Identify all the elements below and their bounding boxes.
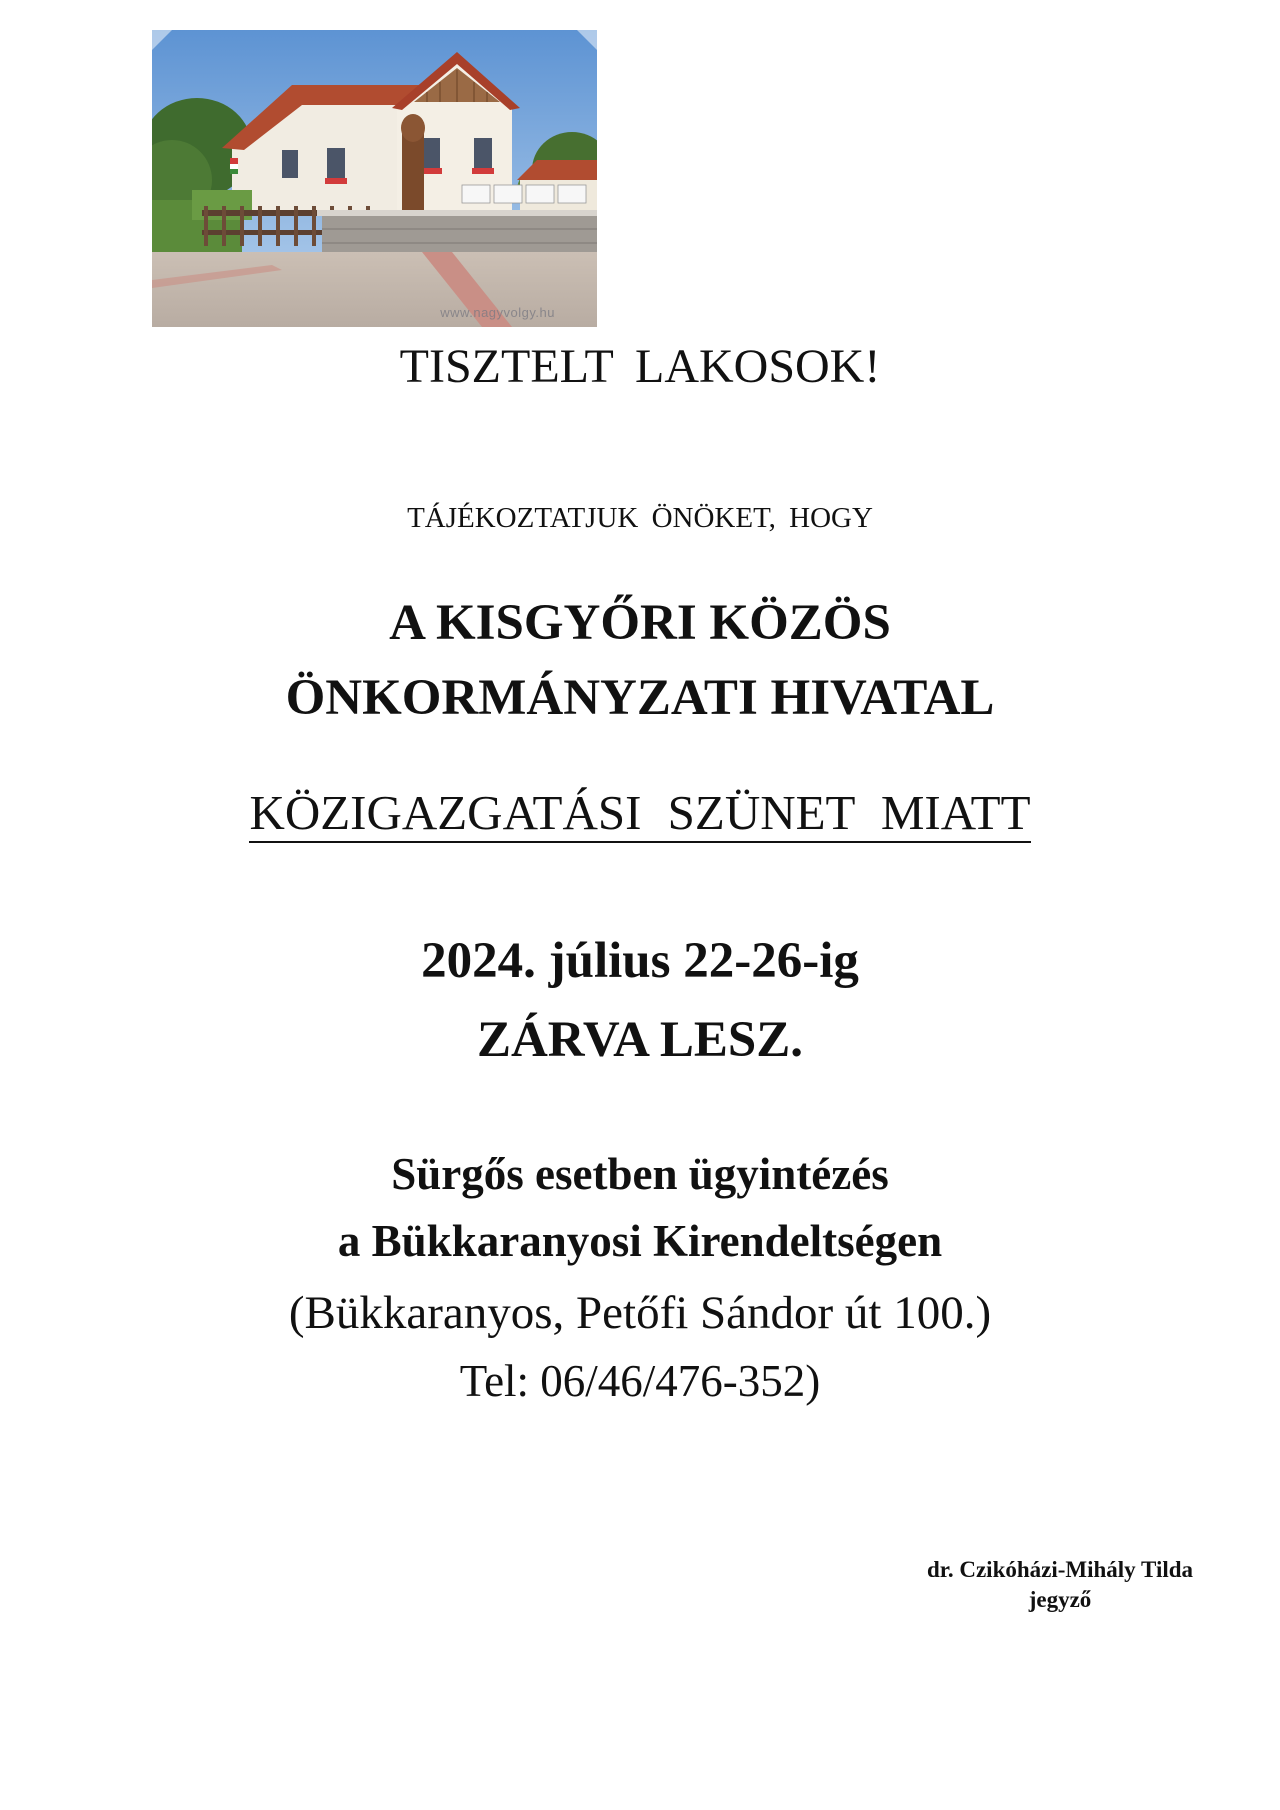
- urgent-notice-line-1: Sürgős esetben ügyintézés: [391, 1149, 889, 1199]
- branch-phone: Tel: 06/46/476-352): [459, 1356, 821, 1406]
- reason-container: [0, 785, 1280, 843]
- urgent-notice-line-2: a Bükkaranyosi Kirendeltségen: [337, 1216, 943, 1266]
- signature-name: dr. Czikóházi-Mihály Tilda: [926, 1557, 1194, 1582]
- greeting-heading: TISZTELT LAKOSOK!: [399, 340, 881, 393]
- signature-title: jegyző: [1028, 1587, 1092, 1612]
- closure-reason: KÖZIGAZGATÁSI SZÜNET MIATT: [249, 788, 1030, 843]
- office-name-line-2: ÖNKORMÁNYZATI HIVATAL: [285, 670, 995, 726]
- closure-status: ZÁRVA LESZ.: [476, 1012, 804, 1068]
- town-hall-photo: [152, 30, 597, 327]
- branch-address: (Bükkaranyos, Petőfi Sándor út 100.): [288, 1287, 992, 1339]
- photo-watermark: www.nagyvolgy.hu: [440, 305, 555, 320]
- closure-date: 2024. július 22-26-ig: [421, 933, 859, 989]
- office-name-line-1: A KISGYŐRI KÖZÖS: [389, 595, 891, 651]
- intro-text: TÁJÉKOZTATJUK ÖNÖKET, HOGY: [407, 502, 873, 534]
